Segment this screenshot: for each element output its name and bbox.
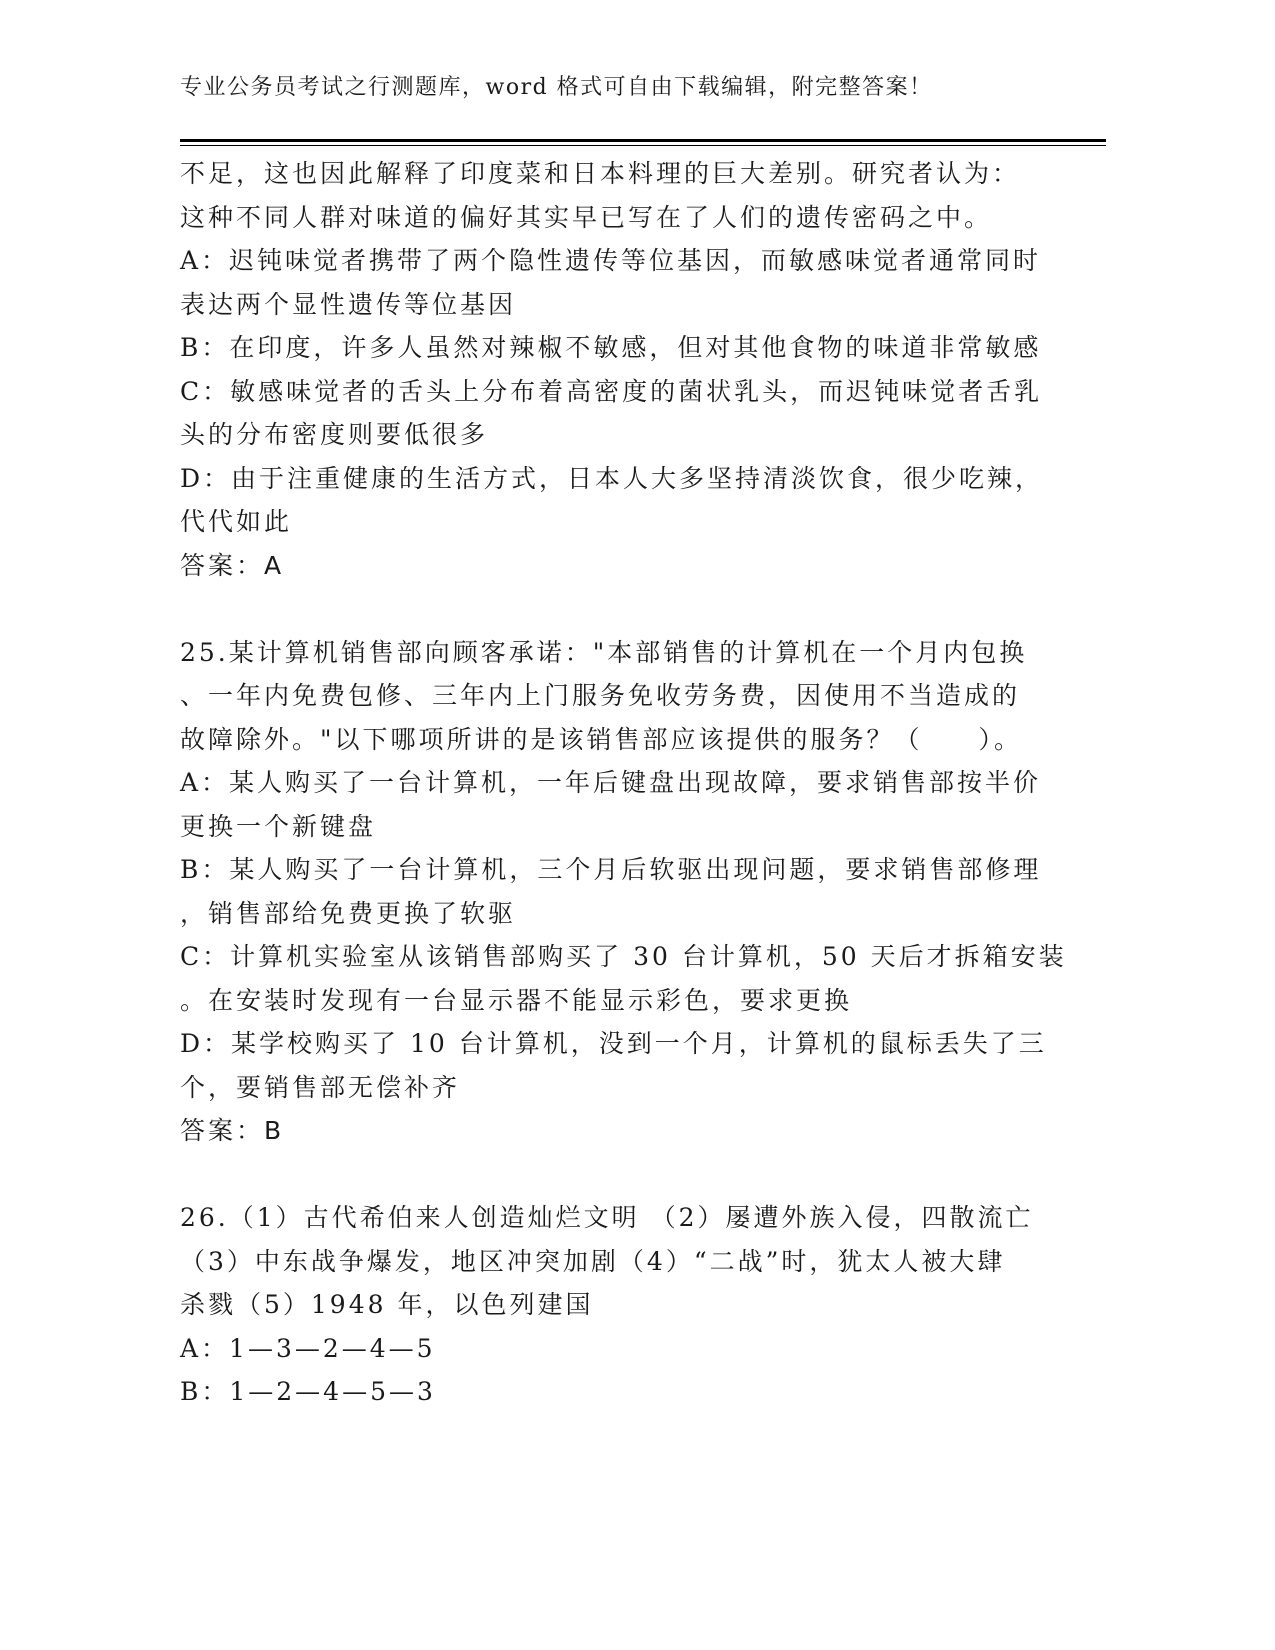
option-line: ，销售部给免费更换了软驱	[180, 898, 517, 928]
question-stem-line: 、一年内免费包修、三年内上门服务免收劳务费，因使用不当造成的	[180, 681, 1021, 710]
header-rule-thick	[180, 139, 1106, 142]
question-26	[180, 1196, 1040, 1414]
spacer	[180, 1153, 1040, 1197]
option-line: 头的分布密度则要低很多	[180, 420, 489, 449]
option-line: 个，要销售部无偿补齐	[180, 1072, 461, 1102]
option-line: 代代如此	[180, 507, 293, 536]
answer-label: 答案：B	[180, 1116, 285, 1145]
option-b	[180, 848, 1040, 935]
option-b	[180, 326, 1040, 370]
option-a	[180, 761, 1040, 848]
option-line: C：敏感味觉者的舌头上分布着高密度的菌状乳头，而迟钝味觉者舌乳	[180, 376, 1043, 406]
option-line: A：某人购买了一台计算机，一年后键盘出现故障，要求销售部按半价	[180, 768, 1042, 797]
question-24-continued	[180, 152, 1044, 587]
option-a	[180, 239, 1040, 326]
option-c	[180, 370, 1043, 457]
option-line: D：某学校购买了 10 台计算机，没到一个月，计算机的鼠标丢失了三	[180, 1029, 1047, 1058]
question-stem-line: 故障除外。"以下哪项所讲的是该销售部应该提供的服务？（ ）。	[180, 724, 1023, 754]
option-d	[180, 457, 1044, 544]
question-stem-line: 25.某计算机销售部向顾客承诺："本部销售的计算机在一个月内包换	[180, 637, 1028, 667]
header-rule-thin	[180, 145, 1106, 146]
option-b	[180, 1370, 1040, 1414]
question-stem-line: （3）中东战争爆发，地区冲突加剧（4）“二战”时，犹太人被大肆	[180, 1246, 1006, 1276]
spacer	[180, 587, 1040, 631]
option-line: B：1—2—4—5—3	[180, 1377, 436, 1406]
option-c	[180, 935, 1067, 1022]
option-line: C：计算机实验室从该销售部购买了 30 台计算机，50 天后才拆箱安装	[180, 942, 1067, 971]
document-body	[180, 152, 1067, 1414]
option-a	[180, 1327, 1040, 1371]
question-stem-line: 26.（1）古代希伯来人创造灿烂文明 （2）屡遭外族入侵，四散流亡	[180, 1203, 1034, 1232]
question-stem-line: 杀戮（5）1948 年，以色列建国	[180, 1290, 594, 1319]
option-line: A：迟钝味觉者携带了两个隐性遗传等位基因，而敏感味觉者通常同时	[180, 246, 1042, 275]
option-d	[180, 1022, 1047, 1109]
option-line: 更换一个新键盘	[180, 811, 377, 841]
option-line: A：1—3—2—4—5	[180, 1333, 436, 1363]
answer-label: 答案：A	[180, 550, 285, 580]
question-stem-line: 这种不同人群对味道的偏好其实早已写在了人们的遗传密码之中。	[180, 202, 993, 232]
question-25	[180, 631, 1067, 1153]
option-line: D：由于注重健康的生活方式，日本人大多坚持清淡饮食，很少吃辣，	[180, 463, 1044, 493]
option-line: 。在安装时发现有一台显示器不能显示彩色，要求更换	[180, 985, 853, 1015]
page-header: 专业公务员考试之行测题库，word 格式可自由下载编辑，附完整答案！	[180, 75, 933, 100]
option-line: 表达两个显性遗传等位基因	[180, 289, 517, 319]
question-stem-line: 不足，这也因此解释了印度菜和日本料理的巨大差别。研究者认为：	[180, 159, 1021, 188]
option-line: B：某人购买了一台计算机，三个月后软驱出现问题，要求销售部修理	[180, 855, 1042, 884]
option-line: B：在印度，许多人虽然对辣椒不敏感，但对其他食物的味道非常敏感	[180, 333, 1042, 362]
